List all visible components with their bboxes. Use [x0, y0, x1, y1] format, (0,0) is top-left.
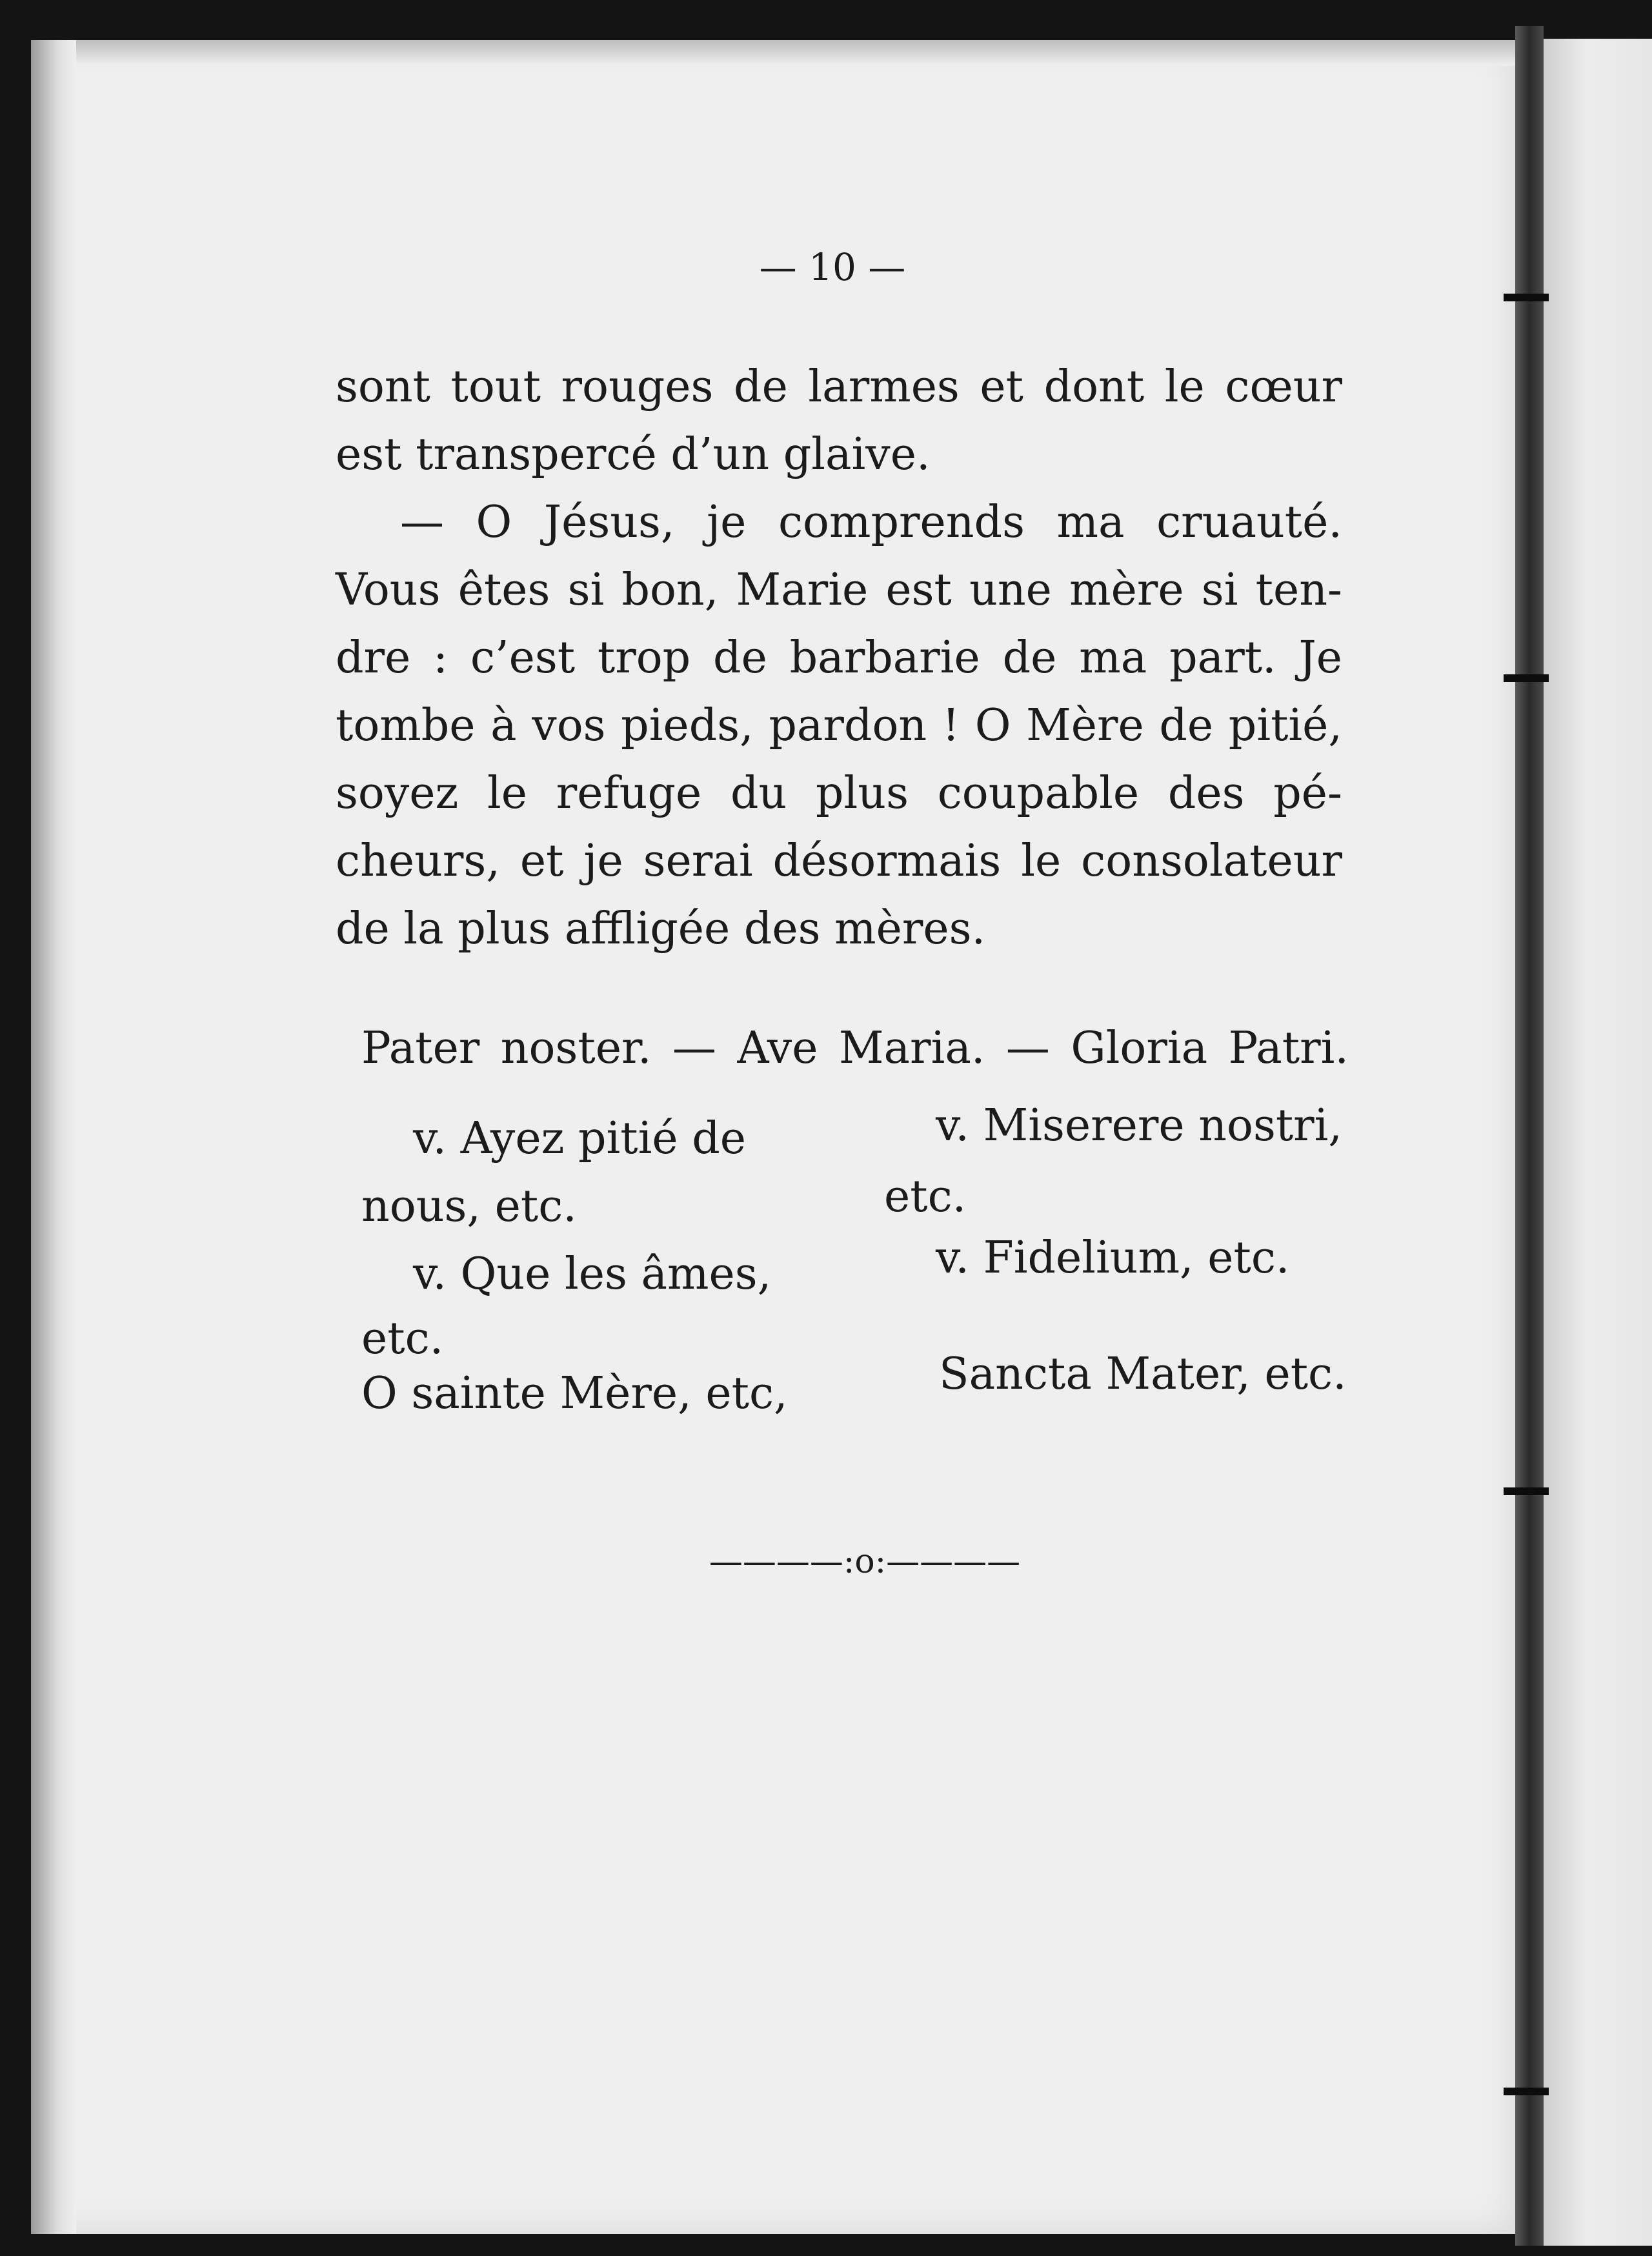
binding-thread-mark	[1504, 1487, 1549, 1495]
paragraph-line: — O Jésus, je comprends ma cruauté.	[400, 497, 1342, 548]
paragraph-line: tombe à vos pieds, pardon ! O Mère de pitié,	[336, 700, 1342, 751]
versicle-right: etc.	[884, 1171, 967, 1222]
versicle-left: v. Ayez pitié de	[413, 1113, 747, 1164]
paragraph-line: soyez le refuge du plus coupable des pé-	[336, 768, 1342, 819]
versicle-left: nous, etc.	[361, 1181, 577, 1232]
binding-thread-mark	[1504, 294, 1549, 301]
paragraph-line: cheurs, et je serai désormais le consolateur	[336, 836, 1342, 887]
facing-page-edge	[1544, 39, 1652, 2246]
paragraph-line: dre : c’est trop de barbarie de ma part. Je	[336, 632, 1342, 683]
versicle-right: Sancta Mater, etc.	[939, 1349, 1347, 1400]
page-left-edge	[31, 40, 76, 2234]
versicle-left: etc.	[361, 1313, 444, 1364]
page-number: — 10 —	[759, 245, 906, 289]
paragraph-line: sont tout rouges de larmes et dont le cœur	[336, 361, 1342, 412]
versicle-left: v. Que les âmes,	[413, 1249, 772, 1300]
binding-thread-mark	[1504, 674, 1549, 682]
versicle-left: O sainte Mère, etc,	[361, 1368, 788, 1419]
versicle-right: v. Fidelium, etc.	[936, 1233, 1290, 1284]
prayer-line: Pater noster. — Ave Maria. — Gloria Patri.	[361, 1023, 1349, 1074]
page-top-edge	[31, 40, 1515, 66]
paragraph-line: de la plus affligée des mères.	[336, 903, 986, 954]
paragraph-line: Vous êtes si bon, Marie est une mère si ten-	[336, 565, 1342, 616]
versicle-right: v. Miserere nostri,	[936, 1100, 1343, 1151]
paragraph-line: est transpercé d’un glaive.	[336, 429, 931, 480]
book-spine	[1515, 26, 1544, 2246]
section-ornament: ————:o:————	[709, 1542, 1021, 1581]
binding-thread-mark	[1504, 2088, 1549, 2095]
